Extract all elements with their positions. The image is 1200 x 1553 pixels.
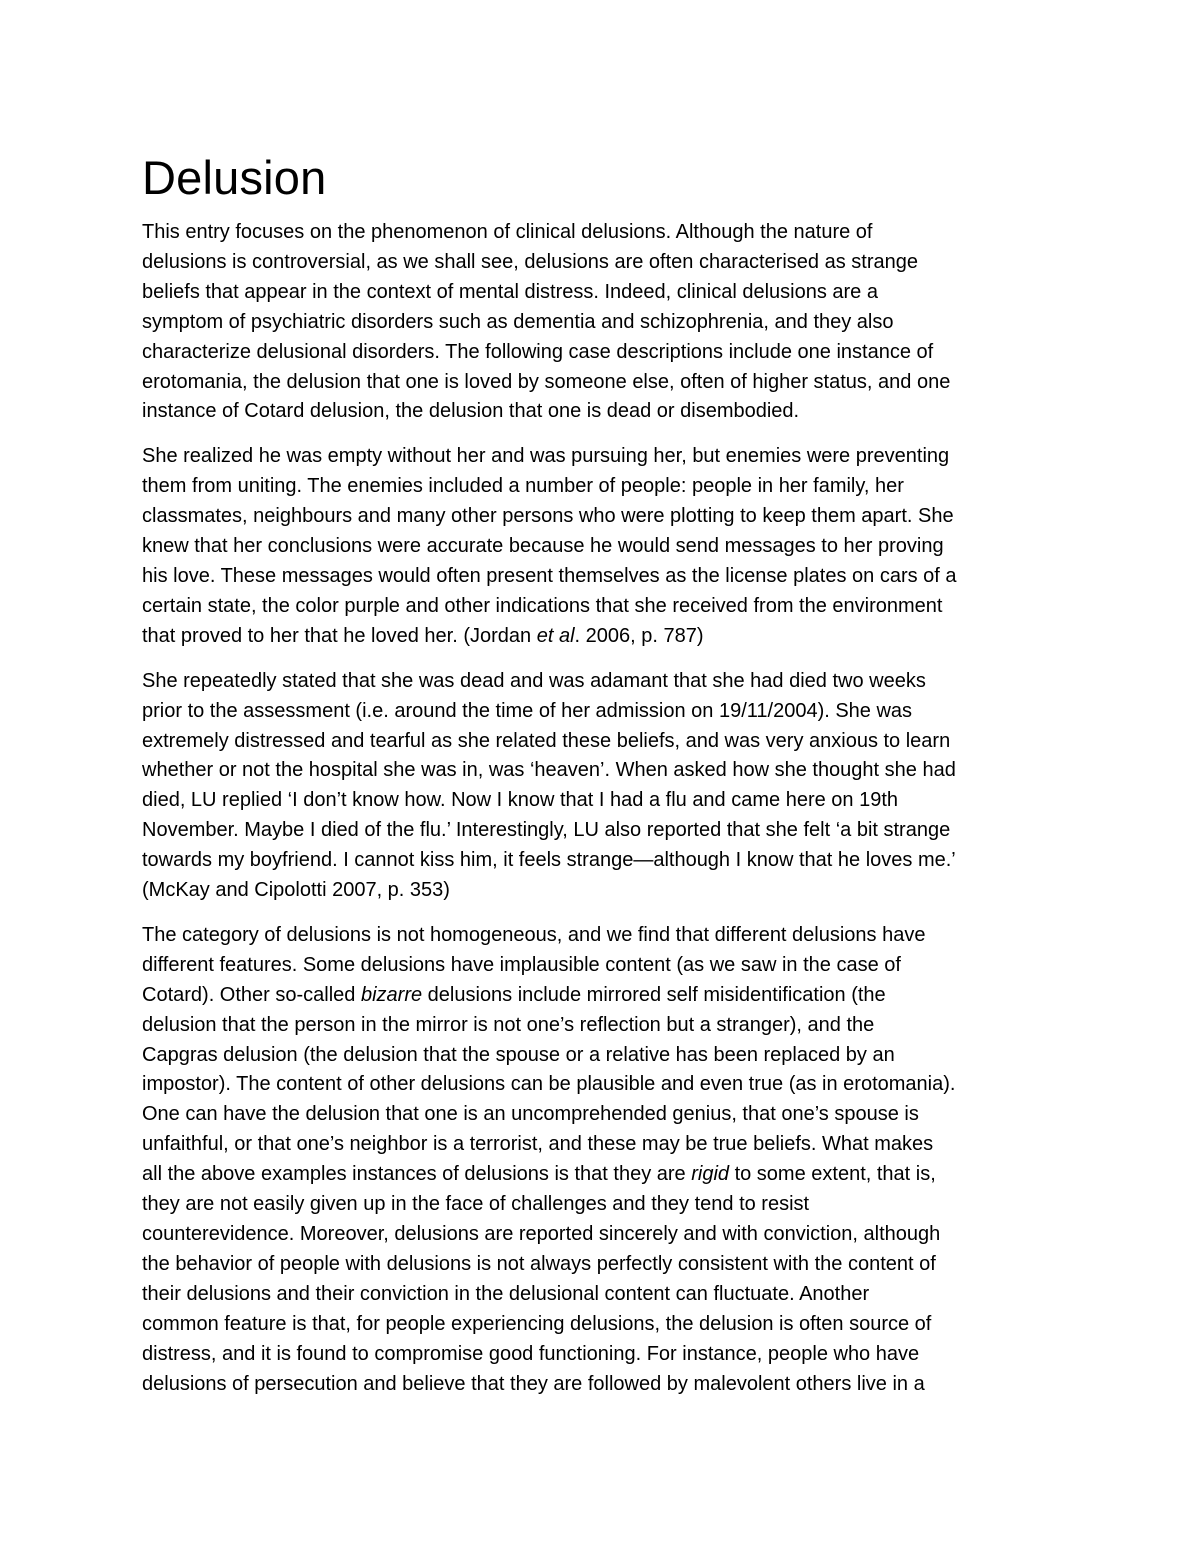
text-segment: their delusions and their conviction in the delusional content can fluctuate. Another <box>142 1282 870 1305</box>
text-segment: they are not easily given up in the face of challenges and they tend to resist <box>142 1193 810 1216</box>
text-line <box>142 1160 1062 1190</box>
italic-text: rigid <box>691 1163 730 1186</box>
text-segment: classmates, neighbours and many other persons who were plotting to keep them apart. She <box>142 505 954 528</box>
text-line <box>142 1370 1062 1400</box>
text-segment: . 2006, p. 787) <box>574 624 704 647</box>
text-segment: The category of delusions is not homogeneous, and we find that different delusions have <box>142 923 926 946</box>
text-line <box>142 562 1062 592</box>
text-segment: delusions include mirrored self misidentification (the <box>422 983 886 1006</box>
text-segment: She realized he was empty without her and was pursuing her, but enemies were preventing <box>142 445 950 468</box>
text-line <box>142 502 1062 532</box>
text-segment: November. Maybe I died of the flu.’ Interestingly, LU also reported that she felt ‘a bit strange <box>142 819 951 842</box>
text-line <box>142 532 1062 562</box>
text-line <box>142 592 1062 622</box>
text-line <box>142 756 1062 786</box>
text-line <box>142 1310 1062 1340</box>
text-line <box>142 1041 1062 1071</box>
document-title: Delusion <box>142 151 327 204</box>
text-segment: died, LU replied ‘I don’t know how. Now I know that I had a flu and came here on 19th <box>142 789 899 812</box>
text-segment: This entry focuses on the phenomenon of clinical delusions. Although the nature of <box>142 221 873 243</box>
text-line <box>142 368 1062 398</box>
text-line <box>142 1011 1062 1041</box>
text-segment: One can have the delusion that one is an uncomprehended genius, that one’s spouse is <box>142 1103 919 1126</box>
text-segment: (McKay and Cipolotti 2007, p. 353) <box>142 879 450 902</box>
text-segment: extremely distressed and tearful as she related these beliefs, and was very anxious to learn <box>142 729 951 752</box>
text-line <box>142 1220 1062 1250</box>
document-page <box>142 148 1062 1414</box>
paragraph <box>142 667 1062 906</box>
text-segment: knew that her conclusions were accurate because he would send messages to her proving <box>142 535 944 558</box>
text-line <box>142 921 1062 951</box>
text-segment: characterize delusional disorders. The following case descriptions include one instance of <box>142 340 934 363</box>
text-line <box>142 846 1062 876</box>
text-line <box>142 667 1062 697</box>
text-line <box>142 308 1062 338</box>
text-segment: erotomania, the delusion that one is loved by someone else, often of higher status, and one <box>142 370 951 393</box>
italic-text: bizarre <box>360 983 423 1006</box>
text-line <box>142 1070 1062 1100</box>
text-segment: Capgras delusion (the delusion that the spouse or a relative has been replaced by an <box>142 1043 895 1066</box>
text-line <box>142 622 1062 652</box>
paragraph <box>142 218 1062 427</box>
text-line <box>142 338 1062 368</box>
text-line <box>142 1280 1062 1310</box>
paragraph <box>142 442 1062 651</box>
text-line <box>142 1250 1062 1280</box>
text-segment: counterevidence. Moreover, delusions are reported sincerely and with conviction, although <box>142 1223 941 1245</box>
text-segment: different features. Some delusions have implausible content (as we saw in the case of <box>142 953 901 976</box>
text-segment: delusions is controversial, as we shall see, delusions are often characterised as strange <box>142 250 918 273</box>
text-line <box>142 1340 1062 1370</box>
text-segment: towards my boyfriend. I cannot kiss him, it feels strange—although I know that he loves me.’ <box>142 849 956 872</box>
text-segment: symptom of psychiatric disorders such as dementia and schizophrenia, and they also <box>142 310 894 333</box>
text-segment: all the above examples instances of delusions is that they are <box>142 1163 692 1186</box>
text-segment: them from uniting. The enemies included a number of people: people in her family, her <box>142 475 904 498</box>
text-segment: unfaithful, or that one’s neighbor is a terrorist, and these may be true beliefs. What makes <box>142 1133 934 1156</box>
text-line <box>142 951 1062 981</box>
text-segment: She repeatedly stated that she was dead and was adamant that she had died two weeks <box>142 669 926 692</box>
text-segment: certain state, the color purple and other indications that she received from the environment <box>142 594 943 617</box>
text-line <box>142 786 1062 816</box>
text-segment: that proved to her that he loved her. (Jordan <box>142 624 537 647</box>
text-line <box>142 727 1062 757</box>
text-segment: common feature is that, for people experiencing delusions, the delusion is often source of <box>142 1312 932 1335</box>
text-segment: delusions of persecution and believe that they are followed by malevolent others live in a <box>142 1372 925 1395</box>
text-line <box>142 218 1062 248</box>
document-body <box>142 218 1062 1399</box>
text-line <box>142 278 1062 308</box>
text-line <box>142 397 1062 427</box>
text-segment: prior to the assessment (i.e. around the time of her admission on 19/11/2004). She was <box>142 699 913 722</box>
paragraph <box>142 921 1062 1400</box>
text-segment: his love. These messages would often present themselves as the license plates on cars of a <box>142 564 957 587</box>
text-line <box>142 472 1062 502</box>
text-segment: delusion that the person in the mirror is not one’s reflection but a stranger), and the <box>142 1013 875 1036</box>
italic-text: et al <box>536 624 575 647</box>
text-line <box>142 442 1062 472</box>
text-line <box>142 816 1062 846</box>
text-line <box>142 1130 1062 1160</box>
text-line <box>142 697 1062 727</box>
text-line <box>142 248 1062 278</box>
text-segment: distress, and it is found to compromise good functioning. For instance, people who have <box>142 1342 920 1365</box>
text-line <box>142 1190 1062 1220</box>
text-segment: beliefs that appear in the context of mental distress. Indeed, clinical delusions are a <box>142 280 878 303</box>
text-segment: instance of Cotard delusion, the delusion that one is dead or disembodied. <box>142 400 800 423</box>
text-segment: Cotard). Other so-called <box>142 983 361 1006</box>
text-segment: impostor). The content of other delusions can be plausible and even true (as in erotomania). <box>142 1073 956 1096</box>
text-segment: the behavior of people with delusions is not always perfectly consistent with the content of <box>142 1252 936 1275</box>
text-segment: whether or not the hospital she was in, was ‘heaven’. When asked how she thought she had <box>142 759 956 782</box>
text-line <box>142 1100 1062 1130</box>
text-line <box>142 981 1062 1011</box>
text-segment: to some extent, that is, <box>729 1163 936 1186</box>
text-line <box>142 876 1062 906</box>
